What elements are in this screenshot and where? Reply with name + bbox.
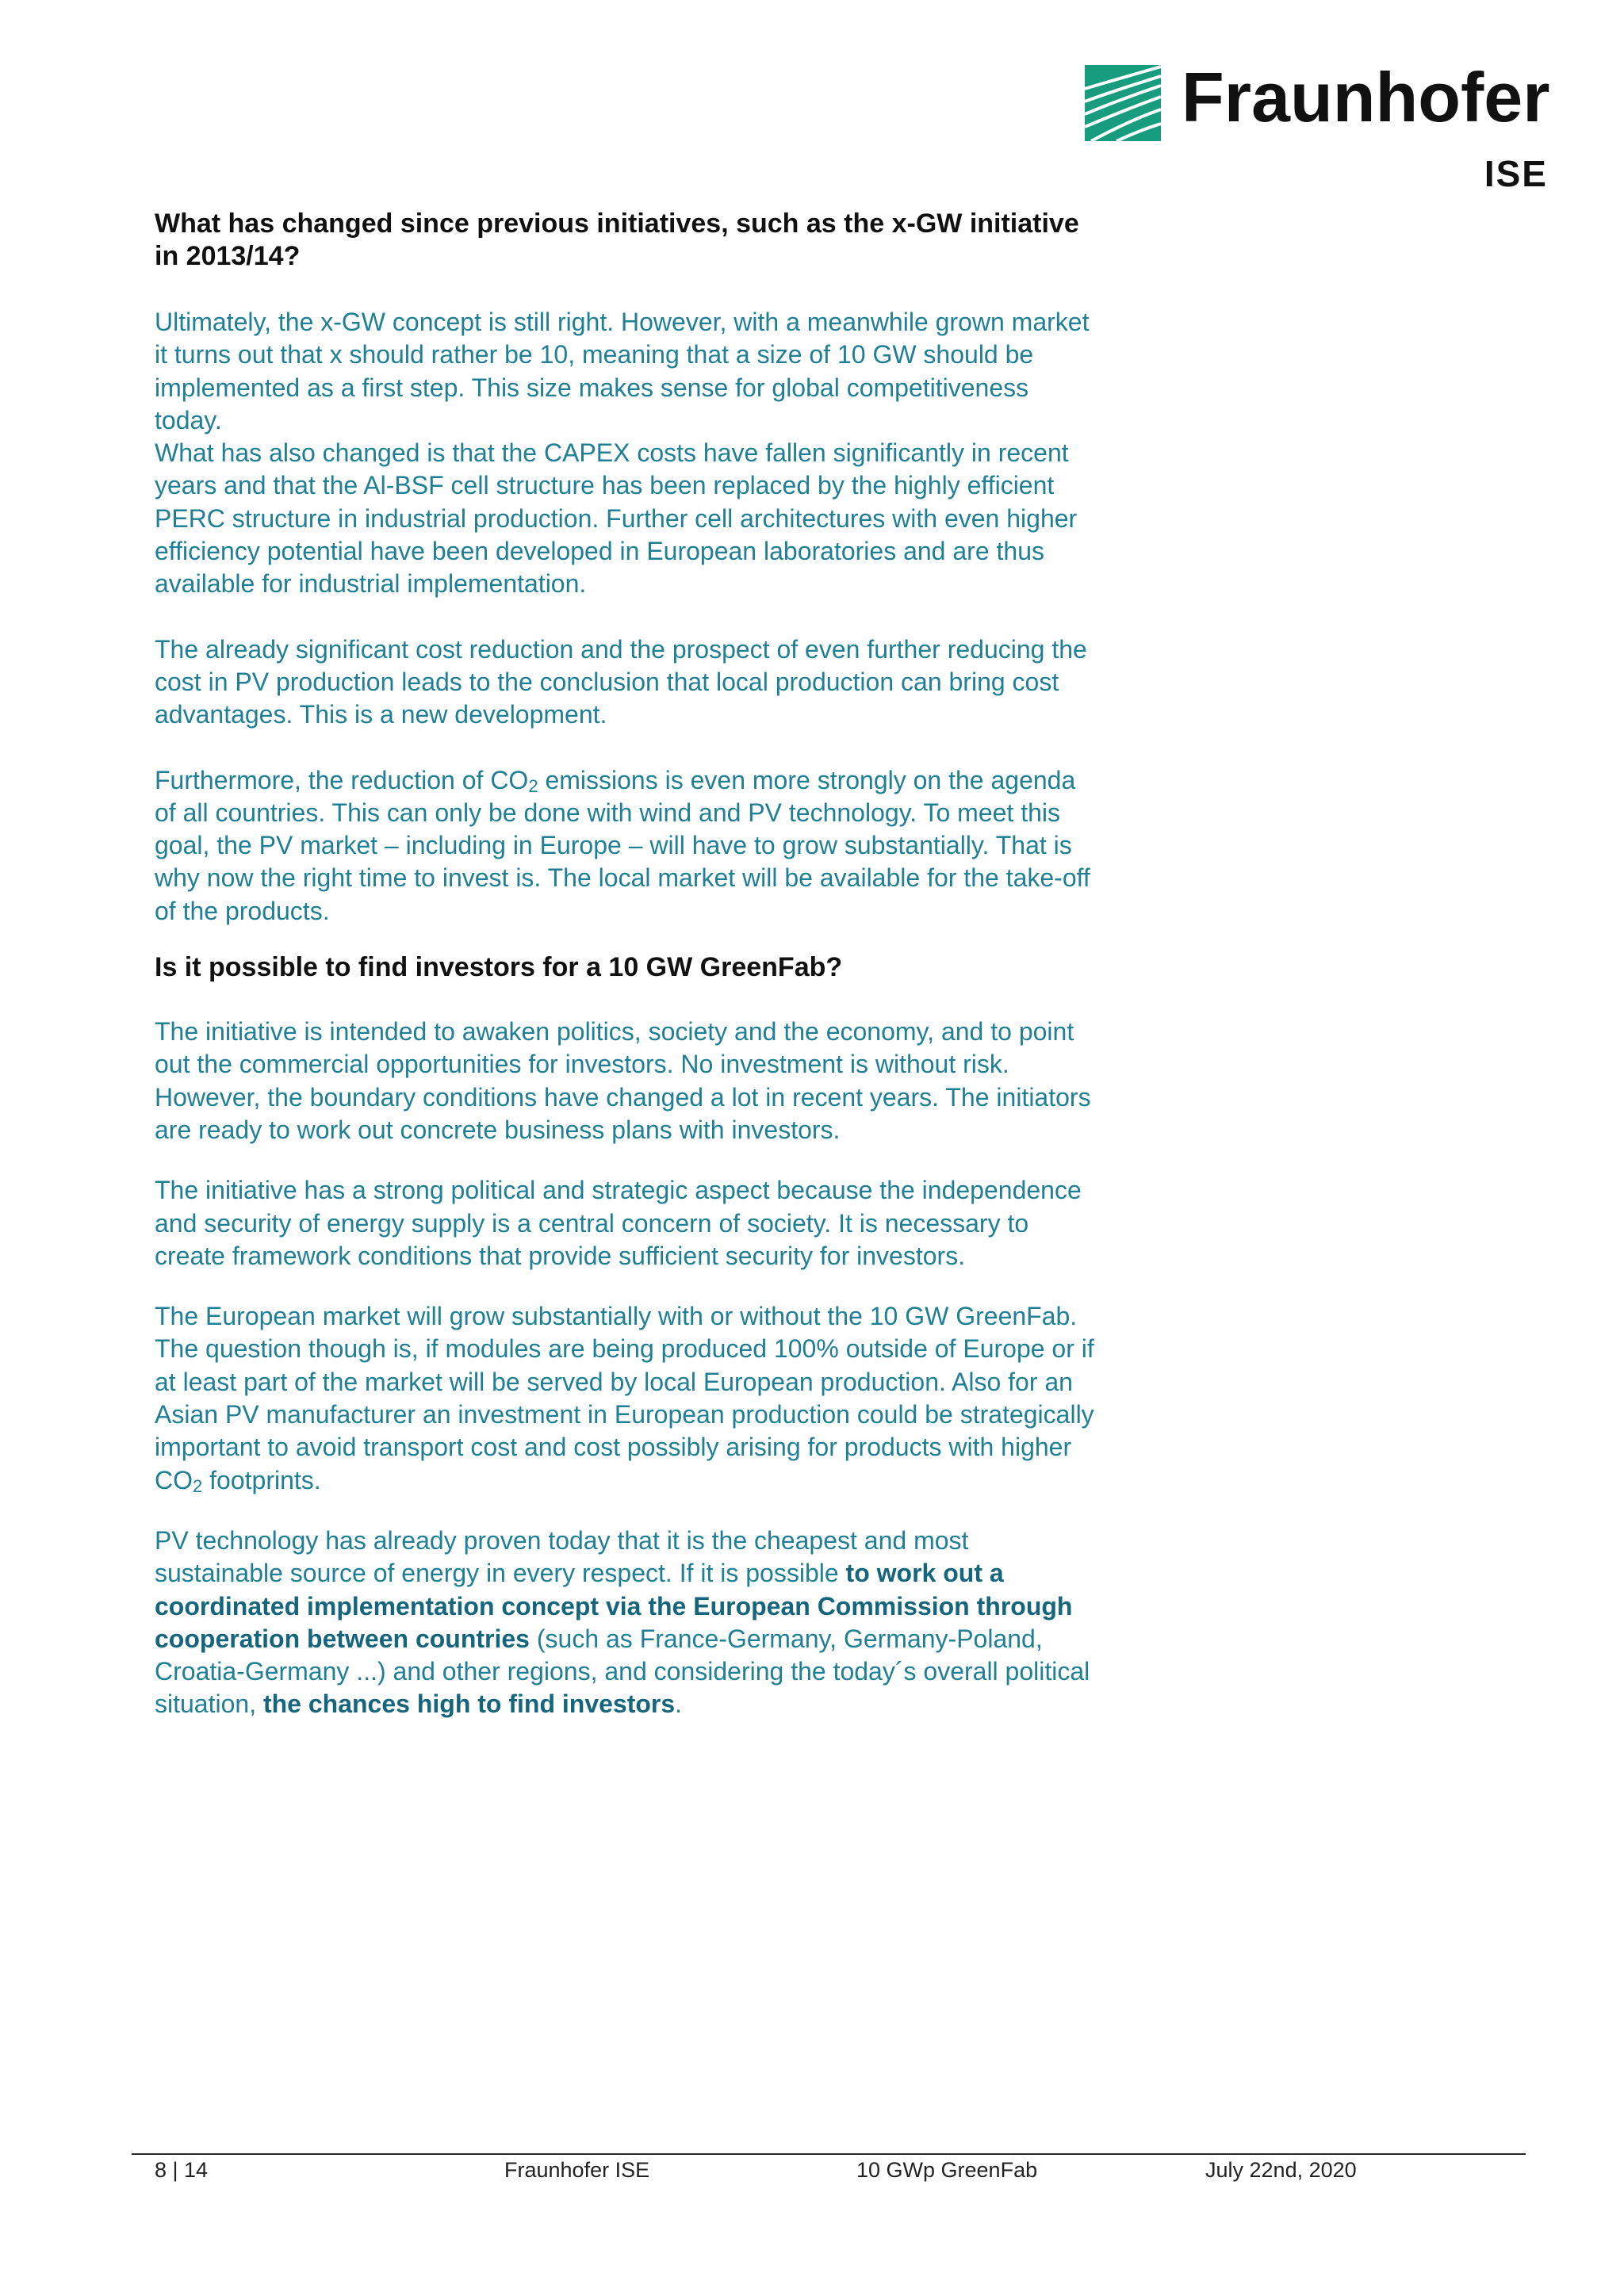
paragraph: The already significant cost reduction and the prospect of even further reducing the cost in PV production leads to the conclusion that local production can bring cost advantages. This is a new development. (155, 634, 1087, 729)
text-run: Furthermore, the reduction of CO (155, 765, 529, 794)
subscript: 2 (528, 775, 538, 796)
fraunhofer-logo-icon (1085, 65, 1161, 141)
paragraph (155, 1525, 1102, 1721)
emphasis-text: the chances high to find investors (262, 1689, 676, 1719)
paragraph: The initiative is intended to awaken politics, society and the economy, and to point out the commercial opportunities for investors. No investment is without risk. However, the boundary conditions have changed a lot in recent years. The initiators are ready to work out concrete business plans with investors. (155, 1017, 1091, 1144)
paragraph: Ultimately, the x-GW concept is still right. However, with a meanwhile grown market it turns out that x should rather be 10, meaning that a size of 10 GW should be implemented as a first step. This size makes sense for global competitiveness today. (155, 308, 1090, 434)
text-run: emissions is even more strongly on the agenda of all countries. This can only be done with wind and PV technology. To meet this goal, the PV market – including in Europe – will have to grow substantially. That is why now the right time to invest is. The local market will be available for the take-off of the products. (155, 765, 1090, 925)
subscript: 2 (193, 1475, 203, 1496)
footer-page-number: 8 | 14 (155, 2158, 209, 2182)
paragraph (155, 1300, 1102, 1497)
main-content (155, 208, 1102, 1721)
fraunhofer-logo (1085, 58, 1561, 198)
paragraph (155, 764, 1102, 928)
text-run: footprints. (202, 1465, 321, 1494)
section-heading-investors: Is it possible to find investors for a 10 GW GreenFab? (155, 952, 843, 983)
logo-wordmark: Fraunhofer (1182, 58, 1550, 136)
paragraph: What has also changed is that the CAPEX costs have fallen significantly in recent years and that the Al-BSF cell structure has been replaced by the highly efficient PERC structure in industrial production. Further cell architectures with even higher efficiency potential have been developed in European laboratories and are thus available for industrial implementation. (155, 438, 1078, 599)
section-heading-changes: What has changed since previous initiatives, such as the x-GW initiative in 2013/14? (155, 209, 1079, 271)
logo-subtitle: ISE (1484, 153, 1548, 194)
paragraph: The initiative has a strong political and strategic aspect because the independence and security of energy supply is a central concern of society. It is necessary to create framework conditions that provide sufficient security for investors. (155, 1176, 1082, 1270)
emphasis-text: to work out a coordinated implementation concept via the European Commission through cooperation between countries (155, 1559, 1073, 1653)
footer-divider (132, 2153, 1526, 2155)
text-run: The European market will grow substantially with or without the 10 GW GreenFab. The question though is, if modules are being produced 100% outside of Europe or if at least part of the market will be served by local European production. Also for an Asian PV manufacturer an investment in European production could be strategically important to avoid transport cost and cost possibly arising for products with higher CO (155, 1302, 1094, 1494)
text-run: PV technology has already proven today that it is the cheapest and most sustainable source of energy in every respect. If it is possible (155, 1525, 969, 1588)
footer-document-title: 10 GWp GreenFab (856, 2158, 1038, 2182)
footer-organization: Fraunhofer ISE (504, 2158, 650, 2182)
footer-date: July 22nd, 2020 (1205, 2158, 1357, 2182)
text-run: . (675, 1689, 683, 1719)
text-run: (such as France-Germany, Germany-Poland, Croatia-Germany ...) and other regions, and considering the today´s overall political situation, (155, 1624, 1090, 1719)
